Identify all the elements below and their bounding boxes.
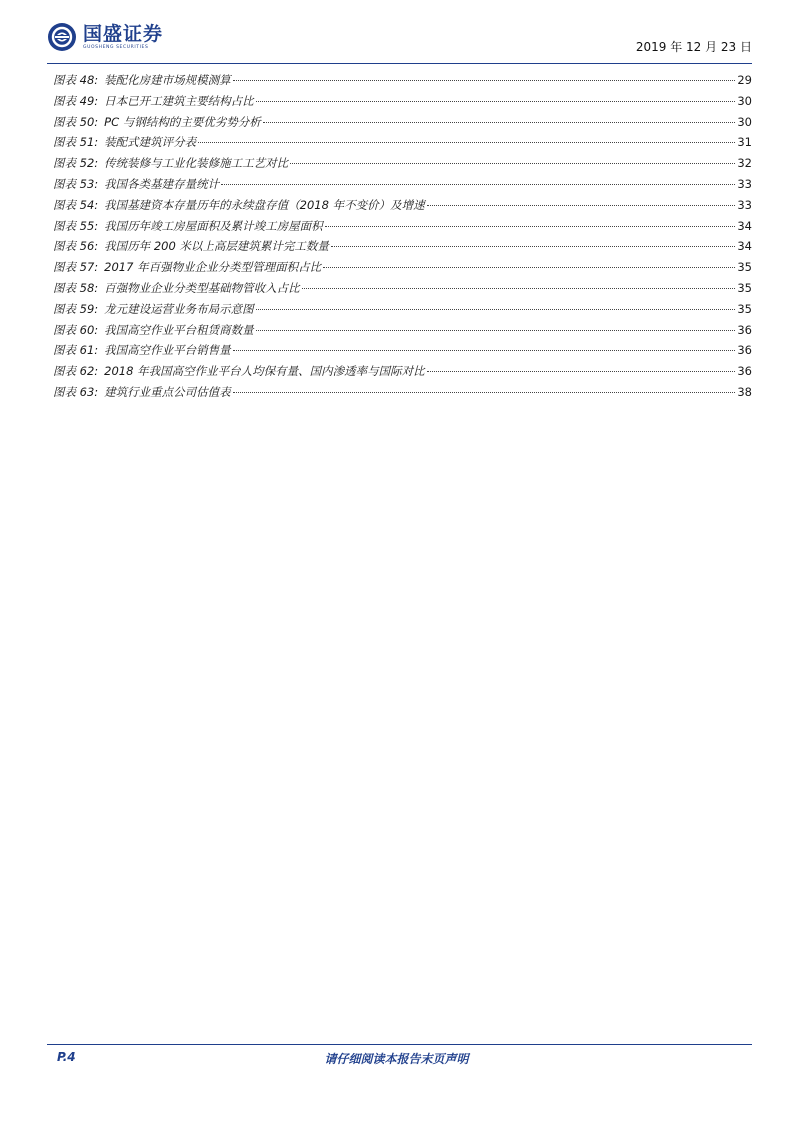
toc-dot-leader: [233, 392, 736, 393]
header-divider: [47, 63, 752, 64]
toc-dot-leader: [331, 246, 735, 247]
toc-figure-number: 图表 53:: [53, 176, 99, 191]
table-of-figures: [53, 70, 752, 403]
toc-page-number: 30: [737, 114, 752, 129]
toc-figure-number: 图表 50:: [53, 114, 99, 129]
toc-entry[interactable]: [53, 278, 752, 299]
toc-page-number: 31: [737, 135, 752, 150]
toc-page-number: 30: [737, 93, 752, 108]
toc-page-number: 34: [737, 218, 752, 233]
toc-page-number: 32: [737, 156, 752, 171]
toc-dot-leader: [233, 80, 736, 81]
toc-figure-number: 图表 48:: [53, 73, 99, 87]
toc-page-number: 36: [737, 343, 752, 358]
toc-figure-title: 我国高空作业平台租赁商数量: [104, 322, 254, 337]
toc-entry[interactable]: [53, 174, 752, 195]
toc-figure-title: 日本已开工建筑主要结构占比: [104, 93, 254, 108]
toc-figure-title: 装配化房建市场规模测算: [104, 73, 231, 87]
toc-page-number: 36: [737, 364, 752, 379]
toc-page-number: 34: [737, 239, 752, 254]
toc-dot-leader: [256, 101, 736, 102]
toc-figure-number: 图表 60:: [53, 322, 99, 337]
toc-figure-title: 我国高空作业平台销售量: [104, 343, 231, 358]
toc-figure-title: 我国各类基建存量统计: [104, 176, 220, 191]
toc-dot-leader: [256, 309, 736, 310]
toc-figure-number: 图表 61:: [53, 343, 99, 358]
toc-page-number: 33: [737, 176, 752, 191]
toc-entry[interactable]: [53, 153, 752, 174]
toc-figure-title: 2018 年我国高空作业平台人均保有量、国内渗透率与国际对比: [104, 364, 425, 379]
toc-figure-number: 图表 62:: [53, 364, 99, 379]
toc-page-number: 36: [737, 322, 752, 337]
toc-dot-leader: [427, 371, 736, 372]
toc-figure-title: 建筑行业重点公司估值表: [104, 384, 231, 399]
toc-page-number: 35: [737, 260, 752, 275]
toc-page-number: 38: [737, 384, 752, 399]
toc-figure-title: 我国历年竣工房屋面积及累计竣工房屋面积: [104, 218, 323, 233]
toc-figure-number: 图表 54:: [53, 197, 99, 212]
toc-figure-number: 图表 51:: [53, 135, 99, 150]
footer-divider: [47, 1044, 752, 1045]
toc-figure-title: 百强物业企业分类型基础物管收入占比: [104, 280, 300, 295]
guosheng-logo-icon: [47, 22, 77, 52]
toc-entry[interactable]: [53, 216, 752, 237]
toc-figure-title: 2017 年百强物业企业分类型管理面积占比: [104, 260, 322, 275]
company-name-en: GUOSHENG SECURITIES: [83, 44, 149, 50]
page-header: [47, 22, 752, 62]
toc-page-number: 35: [737, 301, 752, 316]
toc-entry[interactable]: [53, 91, 752, 112]
toc-figure-title: 我国历年 200 米以上高层建筑累计完工数量: [104, 239, 329, 254]
company-name-cn: 国盛证券: [83, 22, 164, 45]
toc-entry[interactable]: [53, 257, 752, 278]
toc-entry[interactable]: [53, 320, 752, 341]
toc-figure-number: 图表 57:: [53, 260, 99, 275]
toc-dot-leader: [256, 330, 736, 331]
toc-dot-leader: [263, 122, 736, 123]
toc-figure-number: 图表 49:: [53, 93, 99, 108]
toc-figure-number: 图表 52:: [53, 156, 99, 171]
page-number: P.4: [57, 1050, 76, 1064]
toc-figure-number: 图表 63:: [53, 384, 99, 399]
toc-page-number: 33: [737, 197, 752, 212]
toc-figure-number: 图表 59:: [53, 301, 99, 316]
toc-figure-number: 图表 55:: [53, 218, 99, 233]
toc-entry[interactable]: [53, 382, 752, 403]
toc-entry[interactable]: [53, 236, 752, 257]
toc-page-number: 35: [737, 280, 752, 295]
disclaimer-note: 请仔细阅读本报告末页声明: [324, 1052, 469, 1066]
toc-figure-number: 图表 58:: [53, 280, 99, 295]
toc-dot-leader: [325, 226, 736, 227]
toc-entry[interactable]: [53, 132, 752, 153]
toc-figure-title: 传统装修与工业化装修施工工艺对比: [104, 156, 289, 171]
toc-entry[interactable]: [53, 112, 752, 133]
toc-figure-number: 图表 56:: [53, 239, 99, 254]
toc-dot-leader: [323, 267, 735, 268]
toc-dot-leader: [198, 142, 735, 143]
toc-figure-title: 装配式建筑评分表: [104, 135, 197, 150]
toc-entry[interactable]: [53, 70, 752, 91]
toc-dot-leader: [290, 163, 735, 164]
toc-dot-leader: [427, 205, 736, 206]
toc-dot-leader: [221, 184, 735, 185]
toc-figure-title: 我国基建资本存量历年的永续盘存值（2018 年不变价）及增速: [104, 197, 425, 212]
report-date: 2019 年 12 月 23 日: [635, 40, 752, 54]
toc-entry[interactable]: [53, 340, 752, 361]
toc-entry[interactable]: [53, 195, 752, 216]
toc-figure-title: PC 与钢结构的主要优劣势分析: [104, 114, 261, 129]
toc-page-number: 29: [737, 73, 752, 87]
toc-entry[interactable]: [53, 361, 752, 382]
toc-dot-leader: [233, 350, 736, 351]
toc-figure-title: 龙元建设运营业务布局示意图: [104, 301, 254, 316]
toc-entry[interactable]: [53, 299, 752, 320]
company-logo: [47, 22, 163, 52]
toc-dot-leader: [302, 288, 736, 289]
